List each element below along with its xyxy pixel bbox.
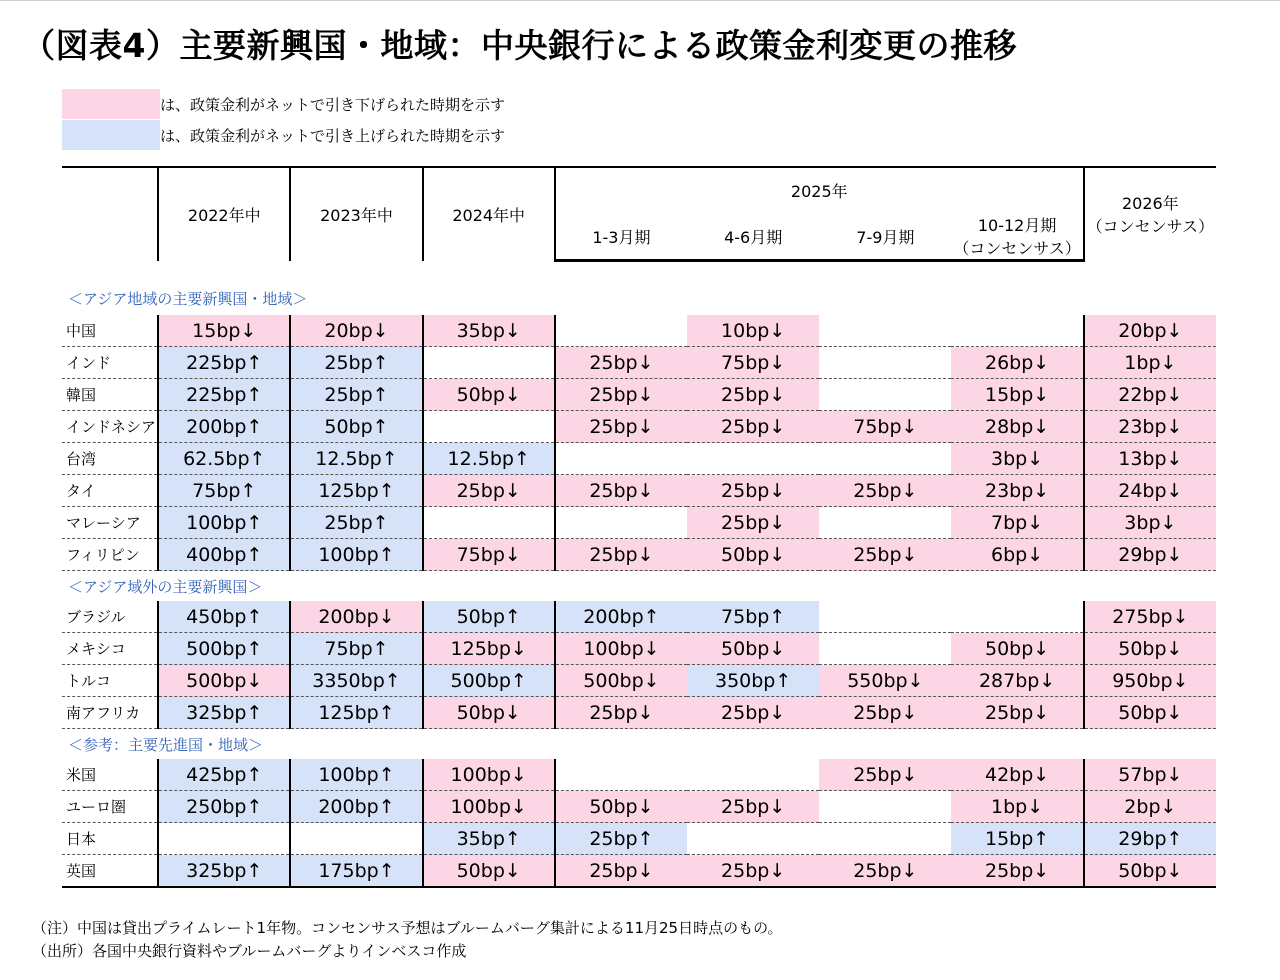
rate-cell: 29bp↓ xyxy=(1084,539,1216,571)
rate-cell: 75bp↑ xyxy=(687,601,819,633)
rate-cell: 225bp↑ xyxy=(158,379,290,411)
legend-up xyxy=(62,120,505,150)
header-2026-consensus: （コンセンサス） xyxy=(1086,217,1215,237)
rate-cell: 62.5bp↑ xyxy=(158,443,290,475)
rate-cell xyxy=(423,347,555,379)
country-name: 台湾 xyxy=(62,443,158,475)
rate-cell: 15bp↑ xyxy=(951,823,1083,855)
rate-cell: 25bp↑ xyxy=(290,379,422,411)
source-note: （出所）各国中央銀行資料やブルームバーグよりインベスコ作成 xyxy=(32,942,467,960)
rate-cell: 550bp↓ xyxy=(819,665,951,697)
rate-cell: 50bp↓ xyxy=(423,855,555,888)
rate-cell xyxy=(819,507,951,539)
rate-cell: 25bp↑ xyxy=(290,347,422,379)
rate-cell: 125bp↓ xyxy=(423,633,555,665)
rate-cell xyxy=(819,379,951,411)
country-name: 英国 xyxy=(62,855,158,888)
rate-cell: 22bp↓ xyxy=(1084,379,1216,411)
header-2026-year: 2026年 xyxy=(1122,194,1179,214)
rate-cell xyxy=(951,315,1083,347)
rate-cell: 20bp↓ xyxy=(290,315,422,347)
rate-cell: 25bp↓ xyxy=(687,855,819,888)
rate-cell xyxy=(819,601,951,633)
rate-cell: 500bp↓ xyxy=(555,665,687,697)
page-title: （図表4）主要新興国・地域：中央銀行による政策金利変更の推移 xyxy=(22,26,1017,65)
rate-cell: 25bp↓ xyxy=(819,539,951,571)
rate-cell xyxy=(819,315,951,347)
legend-text-up: は、政策金利がネットで引き上げられた時期を示す xyxy=(160,126,506,145)
table-row xyxy=(62,347,1216,379)
rate-cell xyxy=(819,347,951,379)
header-2023: 2023年中 xyxy=(290,167,422,261)
table-row xyxy=(62,411,1216,443)
header-q2: 4-6月期 xyxy=(687,213,819,261)
rate-cell: 25bp↓ xyxy=(819,475,951,507)
header-2022: 2022年中 xyxy=(158,167,290,261)
rate-cell: 50bp↓ xyxy=(951,633,1083,665)
policy-rate-table xyxy=(62,166,1216,888)
country-name: 南アフリカ xyxy=(62,697,158,729)
country-name: ユーロ圏 xyxy=(62,791,158,823)
rate-cell: 25bp↓ xyxy=(687,379,819,411)
rate-cell xyxy=(819,633,951,665)
rate-cell: 25bp↓ xyxy=(819,759,951,791)
rate-cell xyxy=(555,443,687,475)
rate-cell: 125bp↑ xyxy=(290,475,422,507)
rate-cell: 100bp↑ xyxy=(158,507,290,539)
rate-cell: 25bp↓ xyxy=(555,411,687,443)
rate-cell: 25bp↓ xyxy=(819,855,951,888)
header-q4-consensus: （コンセンサス） xyxy=(953,239,1081,258)
group-label: ＜アジア地域の主要新興国・地域＞ xyxy=(68,290,308,308)
country-name: マレーシア xyxy=(62,507,158,539)
rate-cell: 23bp↓ xyxy=(951,475,1083,507)
table-row xyxy=(62,601,1216,633)
rate-cell: 42bp↓ xyxy=(951,759,1083,791)
table-row xyxy=(62,475,1216,507)
header-2025: 2025年 xyxy=(555,167,1084,213)
rate-cell: 12.5bp↑ xyxy=(290,443,422,475)
table-header xyxy=(62,167,1216,261)
rate-cell: 2bp↓ xyxy=(1084,791,1216,823)
country-name: 中国 xyxy=(62,315,158,347)
table-row xyxy=(62,791,1216,823)
rate-cell xyxy=(423,507,555,539)
rate-cell: 50bp↓ xyxy=(687,633,819,665)
rate-cell: 20bp↓ xyxy=(1084,315,1216,347)
rate-cell: 25bp↑ xyxy=(290,507,422,539)
rate-cell: 25bp↓ xyxy=(555,539,687,571)
group-header xyxy=(62,282,1216,315)
table-row xyxy=(62,855,1216,888)
table-row xyxy=(62,539,1216,571)
rate-cell: 50bp↓ xyxy=(555,791,687,823)
rate-cell xyxy=(687,759,819,791)
country-name: インド xyxy=(62,347,158,379)
country-name: 米国 xyxy=(62,759,158,791)
rate-cell: 50bp↓ xyxy=(1084,633,1216,665)
rate-cell xyxy=(819,791,951,823)
rate-cell: 25bp↓ xyxy=(687,791,819,823)
rate-cell: 100bp↑ xyxy=(290,759,422,791)
table-row xyxy=(62,443,1216,475)
rate-cell: 25bp↓ xyxy=(687,697,819,729)
rate-cell: 25bp↓ xyxy=(423,475,555,507)
rate-cell xyxy=(555,315,687,347)
rate-cell xyxy=(555,759,687,791)
rate-cell: 1bp↓ xyxy=(1084,347,1216,379)
header-spacer xyxy=(62,261,1216,283)
rate-cell: 100bp↑ xyxy=(290,539,422,571)
rate-cell: 75bp↑ xyxy=(158,475,290,507)
rate-cell: 26bp↓ xyxy=(951,347,1083,379)
group-label: ＜アジア域外の主要新興国＞ xyxy=(68,577,263,596)
table-row xyxy=(62,759,1216,791)
rate-cell: 28bp↓ xyxy=(951,411,1083,443)
group-header xyxy=(62,729,1216,760)
rate-cell: 15bp↓ xyxy=(158,315,290,347)
rate-cell xyxy=(423,411,555,443)
rate-cell: 450bp↑ xyxy=(158,601,290,633)
rate-cell: 10bp↓ xyxy=(687,315,819,347)
rate-cell: 200bp↓ xyxy=(290,601,422,633)
rate-cell: 25bp↓ xyxy=(555,347,687,379)
rate-cell: 6bp↓ xyxy=(951,539,1083,571)
rate-cell: 950bp↓ xyxy=(1084,665,1216,697)
top-divider xyxy=(0,0,1280,1)
table-row xyxy=(62,507,1216,539)
rate-cell: 35bp↑ xyxy=(423,823,555,855)
rate-cell: 24bp↓ xyxy=(1084,475,1216,507)
rate-cell: 50bp↓ xyxy=(423,379,555,411)
rate-cell: 200bp↑ xyxy=(290,791,422,823)
rate-cell: 12.5bp↑ xyxy=(423,443,555,475)
rate-cell: 125bp↑ xyxy=(290,697,422,729)
rate-cell: 50bp↓ xyxy=(687,539,819,571)
rate-cell: 25bp↑ xyxy=(555,823,687,855)
rate-cell: 57bp↓ xyxy=(1084,759,1216,791)
rate-cell xyxy=(158,823,290,855)
rate-cell: 250bp↑ xyxy=(158,791,290,823)
rate-cell: 50bp↑ xyxy=(290,411,422,443)
table-row xyxy=(62,633,1216,665)
rate-cell: 13bp↓ xyxy=(1084,443,1216,475)
rate-cell: 275bp↓ xyxy=(1084,601,1216,633)
rate-cell: 25bp↓ xyxy=(555,855,687,888)
rate-cell: 100bp↓ xyxy=(423,791,555,823)
rate-cell: 25bp↓ xyxy=(819,697,951,729)
header-q4 xyxy=(951,213,1083,261)
rate-cell: 29bp↑ xyxy=(1084,823,1216,855)
table-body xyxy=(62,261,1216,888)
rate-cell xyxy=(555,507,687,539)
rate-cell: 15bp↓ xyxy=(951,379,1083,411)
rate-cell: 75bp↓ xyxy=(687,347,819,379)
country-name: ブラジル xyxy=(62,601,158,633)
rate-cell: 25bp↓ xyxy=(555,475,687,507)
table-row xyxy=(62,315,1216,347)
rate-cell: 325bp↑ xyxy=(158,855,290,888)
country-name: フィリピン xyxy=(62,539,158,571)
rate-cell: 25bp↓ xyxy=(951,855,1083,888)
rate-cell: 25bp↓ xyxy=(951,697,1083,729)
rate-cell: 3350bp↑ xyxy=(290,665,422,697)
rate-cell: 200bp↑ xyxy=(555,601,687,633)
group-label: ＜参考：主要先進国・地域＞ xyxy=(68,735,264,754)
country-name: 日本 xyxy=(62,823,158,855)
legend-down xyxy=(62,89,505,119)
legend-swatch-down xyxy=(62,89,160,119)
rate-cell: 225bp↑ xyxy=(158,347,290,379)
rate-cell xyxy=(290,823,422,855)
rate-cell: 25bp↓ xyxy=(687,411,819,443)
country-name: トルコ xyxy=(62,665,158,697)
header-q3: 7-9月期 xyxy=(819,213,951,261)
header-q4-period: 10-12月期 xyxy=(977,216,1057,235)
rate-cell: 500bp↑ xyxy=(423,665,555,697)
rate-cell: 35bp↓ xyxy=(423,315,555,347)
rate-cell: 75bp↓ xyxy=(423,539,555,571)
rate-cell xyxy=(687,823,819,855)
rate-cell: 400bp↑ xyxy=(158,539,290,571)
table-row xyxy=(62,379,1216,411)
rate-cell: 50bp↓ xyxy=(1084,697,1216,729)
rate-cell xyxy=(951,601,1083,633)
table-row xyxy=(62,697,1216,729)
rate-cell: 75bp↓ xyxy=(819,411,951,443)
rate-cell: 25bp↓ xyxy=(555,697,687,729)
rate-cell: 325bp↑ xyxy=(158,697,290,729)
rate-cell: 3bp↓ xyxy=(1084,507,1216,539)
rate-cell: 50bp↓ xyxy=(423,697,555,729)
country-name: メキシコ xyxy=(62,633,158,665)
rate-cell xyxy=(687,443,819,475)
rate-cell: 175bp↑ xyxy=(290,855,422,888)
table-row xyxy=(62,665,1216,697)
rate-cell: 287bp↓ xyxy=(951,665,1083,697)
rate-cell: 350bp↑ xyxy=(687,665,819,697)
rate-cell: 100bp↓ xyxy=(423,759,555,791)
header-2026 xyxy=(1084,167,1216,261)
rate-cell: 7bp↓ xyxy=(951,507,1083,539)
country-name: 韓国 xyxy=(62,379,158,411)
rate-cell: 23bp↓ xyxy=(1084,411,1216,443)
rate-cell: 25bp↓ xyxy=(555,379,687,411)
rate-cell xyxy=(819,443,951,475)
rate-cell: 25bp↓ xyxy=(687,507,819,539)
header-2024: 2024年中 xyxy=(423,167,555,261)
rate-cell: 50bp↓ xyxy=(1084,855,1216,888)
rate-cell: 425bp↑ xyxy=(158,759,290,791)
legend-text-down: は、政策金利がネットで引き下げられた時期を示す xyxy=(160,95,506,114)
legend-swatch-up xyxy=(62,120,160,150)
rate-cell: 1bp↓ xyxy=(951,791,1083,823)
rate-cell: 50bp↑ xyxy=(423,601,555,633)
rate-cell: 75bp↑ xyxy=(290,633,422,665)
rate-cell: 100bp↓ xyxy=(555,633,687,665)
table-row xyxy=(62,823,1216,855)
country-name: タイ xyxy=(62,475,158,507)
rate-cell: 500bp↑ xyxy=(158,633,290,665)
header-q1: 1-3月期 xyxy=(555,213,687,261)
country-name: インドネシア xyxy=(62,411,158,443)
rate-cell xyxy=(819,823,951,855)
rate-cell: 200bp↑ xyxy=(158,411,290,443)
rate-cell: 3bp↓ xyxy=(951,443,1083,475)
footnote: （注）中国は貸出プライムレート1年物。コンセンサス予想はブルームバーグ集計による11月25日時点のもの。 xyxy=(32,919,783,937)
group-header xyxy=(62,571,1216,602)
rate-cell: 25bp↓ xyxy=(687,475,819,507)
rate-cell: 500bp↓ xyxy=(158,665,290,697)
header-blank xyxy=(62,167,158,261)
